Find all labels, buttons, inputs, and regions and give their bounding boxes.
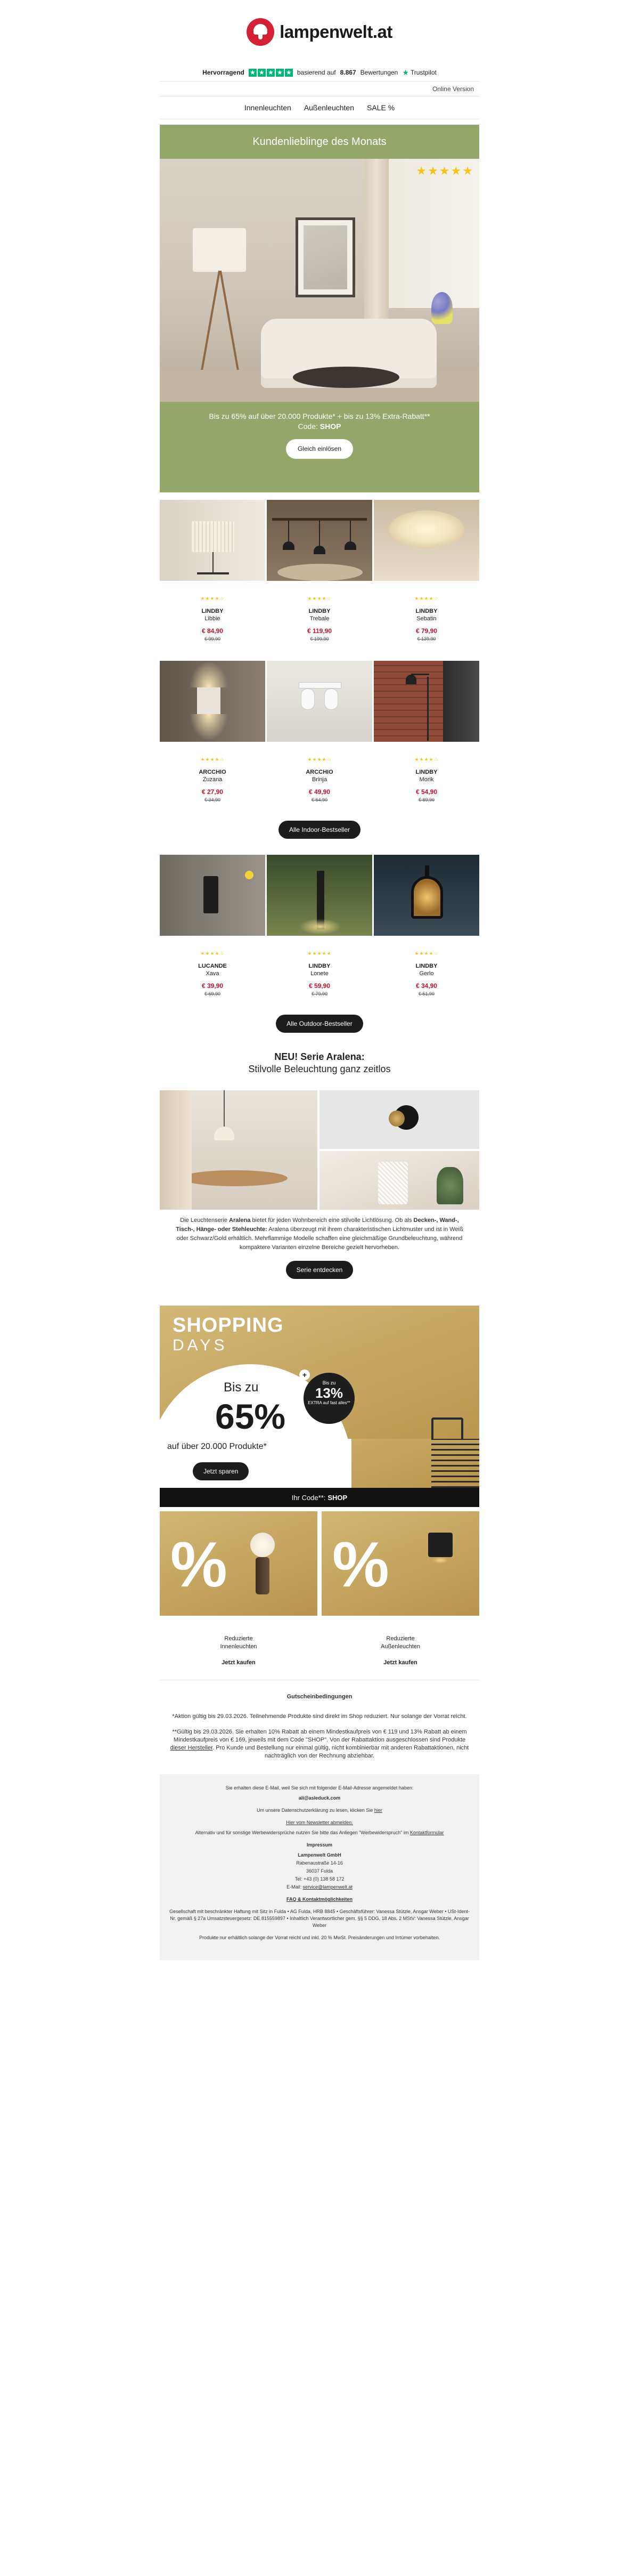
company-phone: Tel: +43 (0) 138 58 172	[294, 1876, 345, 1882]
nav-sale[interactable]: SALE %	[367, 103, 395, 112]
conditions-p1: *Aktion gültig bis 29.03.2026. Teilnehmende Produkte sind direkt im Shop reduziert. Nur solange der Vorrat reicht.	[172, 1713, 467, 1720]
wall-lamp-shape	[428, 1533, 453, 1557]
plus-icon: +	[299, 1370, 310, 1380]
promo-sub-area	[160, 1439, 479, 1488]
category-indoor-link[interactable]: Jetzt kaufen	[222, 1659, 256, 1666]
faq-link[interactable]: FAQ & Kontaktmöglichkeiten	[286, 1897, 353, 1902]
email-label: E-Mail:	[286, 1884, 302, 1890]
privacy-link[interactable]: hier	[374, 1808, 382, 1813]
category-indoor-image[interactable]	[160, 1511, 317, 1616]
product-price: € 84,90	[201, 627, 224, 635]
coffee-table-shape	[293, 367, 399, 388]
logo[interactable]	[160, 0, 479, 64]
unsubscribe-link[interactable]: Hier vom Newsletter abmelden.	[286, 1820, 353, 1825]
product-brand: ARCCHIO	[306, 769, 333, 775]
conditions-p2	[165, 1728, 474, 1760]
category-label-line: Reduzierte	[224, 1635, 253, 1642]
series-image-table-lamp[interactable]	[320, 1151, 479, 1210]
product-stars: ★★★★☆	[414, 596, 439, 601]
footer-privacy-text: Um unsere Datenschutzerklärung zu lesen, klicken Sie	[257, 1808, 373, 1813]
manufacturer-link[interactable]: dieser Hersteller	[170, 1745, 213, 1751]
flowers-shape	[431, 292, 453, 324]
service-email-link[interactable]: service@lampenwelt.at	[302, 1884, 353, 1890]
conditions-title: Gutscheinbedingungen	[286, 1694, 353, 1700]
series-image-spot[interactable]	[320, 1090, 479, 1149]
product-stars: ★★★★☆	[200, 951, 225, 956]
indoor-products	[160, 492, 479, 803]
star-icon: ★	[439, 164, 450, 177]
series-right-column	[320, 1090, 479, 1210]
company-email	[168, 1884, 471, 1891]
outdoor-bestseller-button[interactable]: Alle Outdoor-Bestseller	[276, 1015, 363, 1033]
lamp-base-shape	[256, 1557, 269, 1594]
product-brand: LINDBY	[308, 963, 331, 969]
star-icon: ★	[428, 164, 438, 177]
footer-signup-info: Sie erhalten diese E-Mail, weil Sie sich mit folgender E-Mail-Adresse angemeldet haben:	[225, 1785, 414, 1791]
series-image-dining[interactable]	[160, 1090, 317, 1210]
product-price: € 39,90	[201, 982, 224, 990]
star-icon: ★	[462, 164, 473, 177]
legal-text: Gesellschaft mit beschränkter Haftung mit Sitz in Fulda • AG Fulda, HRB 8845 • Geschäftsführer: Vanessa Stützle, Ansgar Weber • USt-Ident-Nr. gemäß § 27a Umsatzsteuergesetz: DE 815559897 • Inhaltlich Verantwortlicher gem. §§ 5 DDG, 18 Abs. 2 MStV: Vanessa Stützle, Ansgar Weber	[169, 1909, 470, 1928]
category-outdoor[interactable]	[322, 1511, 479, 1666]
category-outdoor-image[interactable]	[322, 1511, 479, 1616]
product-image[interactable]	[374, 855, 479, 936]
trustpilot-star-icon: ★	[402, 68, 409, 77]
lamp-logo-icon	[247, 18, 274, 46]
series-title: NEU! Serie Aralena:	[274, 1051, 365, 1062]
series-discover-button[interactable]: Serie entdecken	[286, 1261, 354, 1279]
indoor-bestseller-button[interactable]: Alle Indoor-Bestseller	[278, 821, 361, 839]
online-version-link[interactable]: Online Version	[432, 85, 474, 93]
series-desc-text: Die Leuchtenserie	[180, 1217, 227, 1224]
promo-code-bar	[160, 1488, 479, 1507]
hero-offer-text	[160, 402, 479, 459]
hero-title: Kundenlieblinge des Monats	[252, 135, 387, 148]
redeem-button[interactable]: Gleich einlösen	[286, 439, 353, 459]
category-indoor[interactable]	[160, 1511, 317, 1666]
product-image[interactable]	[267, 500, 372, 581]
code-label: Ihr Code**:	[291, 1493, 326, 1502]
series-desc-types: Decken-, Wand-, Tisch-, Hänge- oder Stehleuchte:	[176, 1217, 459, 1233]
promo-heading: SHOPPING	[173, 1314, 284, 1336]
outdoor-cta-row	[160, 1015, 479, 1033]
product-old-price: € 139,90	[417, 636, 436, 642]
trust-text: basierend auf	[297, 69, 336, 76]
product-image[interactable]	[374, 661, 479, 742]
conditions-p2-text: . Pro Kunde und Bestellung nur einmal gültig, nicht kombinierbar mit anderen Rabattaktionen, nicht nachträglich von der Rechnung abziehbar.	[212, 1745, 469, 1759]
product-image[interactable]	[160, 855, 265, 936]
star-icon: ★	[258, 69, 266, 77]
product-price: € 27,90	[201, 788, 224, 796]
trustpilot-logo	[402, 68, 436, 77]
save-now-button[interactable]: Jetzt sparen	[193, 1462, 249, 1480]
coupon-conditions	[160, 1680, 479, 1760]
category-outdoor-label	[322, 1635, 479, 1651]
promo-code: SHOP	[327, 1493, 348, 1502]
product-image[interactable]	[160, 500, 265, 581]
product-price: € 34,90	[415, 982, 438, 990]
category-indoor-label	[160, 1635, 317, 1651]
category-label-line: Reduzierte	[386, 1635, 415, 1642]
product-card[interactable]	[267, 500, 372, 642]
company-name: Lampenwelt GmbH	[298, 1852, 341, 1858]
footer-objection	[168, 1829, 471, 1836]
badge-extra: EXTRA auf fast alles**	[308, 1400, 350, 1405]
hero-living-room-image[interactable]	[160, 159, 479, 402]
series-cta-row	[160, 1261, 479, 1279]
product-brand: ARCCHIO	[199, 769, 226, 775]
star-icon: ★	[276, 69, 284, 77]
contact-form-link[interactable]: Kontaktformular	[409, 1830, 444, 1835]
hero-code-line	[160, 422, 479, 432]
product-brand: LINDBY	[415, 769, 438, 775]
product-name: Xava	[206, 970, 219, 977]
series-desc-name: Aralena	[229, 1217, 251, 1224]
product-stars: ★★★★☆	[414, 757, 439, 762]
category-label-line: Außenleuchten	[381, 1643, 420, 1650]
promo-percent: 65%	[215, 1397, 286, 1436]
product-name: Brinja	[312, 776, 327, 783]
main-nav	[160, 96, 479, 119]
star-icon: ★	[249, 69, 257, 77]
star-icon: ★	[416, 164, 427, 177]
indoor-cta-row	[160, 821, 479, 839]
product-card[interactable]	[374, 500, 479, 642]
promo-sub-text: auf über 20.000 Produkte*	[167, 1442, 267, 1451]
conditions-p2-text: **Gültig bis 29.03.2026. Sie erhalten 10% Rabatt ab einem Mindestkaufpreis von € 119 und 13% Rabatt ab einem Mindestkaufpreis von € 169, jeweils mit dem Code "SHOP". Von der Rabattaktion ausgeschlossen sind Produkte	[172, 1729, 467, 1743]
hero-banner[interactable]	[160, 125, 479, 492]
product-old-price: € 199,90	[310, 636, 329, 642]
category-label-line: Innenleuchten	[220, 1643, 257, 1650]
hero-code-label: Code:	[298, 422, 318, 431]
trust-suffix: Bewertungen	[360, 69, 398, 76]
product-stars: ★★★★★	[307, 951, 332, 956]
vat-note: Produkte nur erhältlich solange der Vorrat reicht und inkl. 20 % MwSt. Preisänderungen und Irrtümer vorbehalten.	[199, 1935, 440, 1940]
footer-objection-text: Alternativ und für sonstige Werbewidersprüche nutzen Sie bitte das Anliegen "Werbewiderspruch" im	[195, 1830, 409, 1835]
trustpilot-stars	[249, 69, 293, 77]
product-old-price: € 34,90	[204, 797, 221, 803]
product-brand: LINDBY	[201, 608, 224, 614]
product-name: Sebatin	[416, 615, 437, 622]
picture-frame-shape	[296, 217, 355, 297]
category-grid	[160, 1511, 479, 1666]
product-card[interactable]	[374, 855, 479, 997]
series-description	[160, 1216, 479, 1252]
product-card[interactable]	[160, 661, 265, 803]
hero-offer-line: Bis zu 65% auf über 20.000 Produkte* + bis zu 13% Extra-Rabatt**	[209, 412, 430, 420]
product-stars: ★★★★☆	[307, 596, 332, 601]
trustpilot-label: Trustpilot	[410, 69, 437, 76]
product-old-price: € 89,90	[418, 797, 435, 803]
company-city: 36037 Fulda	[306, 1868, 333, 1874]
curtain-shape	[364, 159, 389, 329]
percent-icon: %	[170, 1529, 227, 1600]
online-version-row	[160, 81, 479, 96]
product-stars: ★★★★☆	[200, 596, 225, 601]
product-price: € 119,90	[307, 627, 332, 635]
badge-percent: 13%	[315, 1385, 343, 1401]
product-price: € 79,90	[415, 627, 438, 635]
product-price: € 49,90	[308, 788, 331, 796]
email-container	[160, 0, 479, 2576]
product-name: Trebale	[309, 615, 330, 622]
badge-bis-zu: Bis zu	[322, 1380, 336, 1386]
product-card[interactable]	[160, 500, 265, 642]
product-card[interactable]	[267, 661, 372, 803]
floor-lamp-shade	[193, 228, 246, 272]
product-brand: LINDBY	[415, 608, 438, 614]
footer-privacy	[168, 1807, 471, 1814]
product-image[interactable]	[160, 661, 265, 742]
imprint-title: Impressum	[306, 1842, 333, 1848]
product-card[interactable]	[160, 855, 265, 997]
promo-subheading: DAYS	[173, 1336, 228, 1354]
product-name: Lonete	[310, 970, 329, 977]
shopping-days-banner[interactable]	[160, 1306, 479, 1439]
product-brand: LINDBY	[308, 608, 331, 614]
rating-stars	[416, 164, 473, 178]
product-old-price: € 64,90	[311, 797, 328, 803]
star-icon: ★	[285, 69, 293, 77]
hero-code: SHOP	[320, 422, 341, 431]
product-name: Libbie	[204, 615, 220, 622]
outdoor-products	[160, 839, 479, 997]
row-spacer	[160, 642, 479, 661]
footer-email: ali@asleduck.com	[298, 1795, 341, 1801]
series-desc-text: Aralena überzeugt mit ihrem charakteristischen Lichtmuster und ist in Weiß oder Schwarz/Gold erhältlich. Mehrflammige Modelle schaffen eine gleichmäßige Grundbeleuchtung, während kompaktere Varianten einzelne Bereiche gezielt hervorheben.	[176, 1226, 463, 1251]
product-brand: LUCANDE	[198, 963, 227, 969]
series-desc-text: bietet für jeden Wohnbereich eine stilvolle Lichtlösung. Ob als	[252, 1217, 412, 1224]
product-name: Gerlo	[419, 970, 434, 977]
product-image[interactable]	[267, 661, 372, 742]
trustpilot-bar[interactable]	[160, 64, 479, 81]
star-icon: ★	[267, 69, 275, 77]
product-price: € 54,90	[415, 788, 438, 796]
product-name: Zuzana	[202, 776, 223, 783]
extra-discount-badge	[304, 1373, 355, 1424]
product-old-price: € 51,90	[418, 991, 435, 997]
product-image[interactable]	[374, 500, 479, 581]
product-old-price: € 99,90	[204, 636, 221, 642]
trust-rating: Hervorragend	[202, 69, 244, 76]
product-card[interactable]	[374, 661, 479, 803]
series-collage[interactable]	[160, 1090, 479, 1210]
promo-bis-zu: Bis zu	[224, 1380, 259, 1395]
logo-text: lampenwelt.at	[280, 22, 392, 42]
company-street: Rabenaustraße 14-16	[296, 1860, 343, 1866]
product-price: € 59,90	[308, 982, 331, 990]
lantern-shape	[431, 1417, 463, 1439]
series-subtitle: Stilvolle Beleuchtung ganz zeitlos	[248, 1064, 391, 1074]
product-brand: LINDBY	[415, 963, 438, 969]
trust-count: 8.867	[340, 69, 356, 76]
product-stars: ★★★★☆	[414, 951, 439, 956]
lamp-glow-shape	[432, 1557, 448, 1564]
product-stars: ★★★★☆	[200, 757, 225, 762]
footer	[160, 1774, 479, 1961]
product-image[interactable]	[267, 855, 372, 936]
star-icon: ★	[450, 164, 462, 177]
category-outdoor-link[interactable]: Jetzt kaufen	[383, 1659, 417, 1666]
product-name: Morik	[419, 776, 434, 783]
product-stars: ★★★★☆	[307, 757, 332, 762]
globe-lamp-shape	[250, 1533, 275, 1557]
chair-shape	[431, 1439, 479, 1488]
nav-indoor[interactable]: Innenleuchten	[244, 103, 291, 112]
percent-icon: %	[332, 1529, 389, 1600]
product-card[interactable]	[267, 855, 372, 997]
nav-outdoor[interactable]: Außenleuchten	[304, 103, 354, 112]
product-old-price: € 79,90	[311, 991, 328, 997]
series-heading	[160, 1051, 479, 1075]
product-old-price: € 69,90	[204, 991, 221, 997]
